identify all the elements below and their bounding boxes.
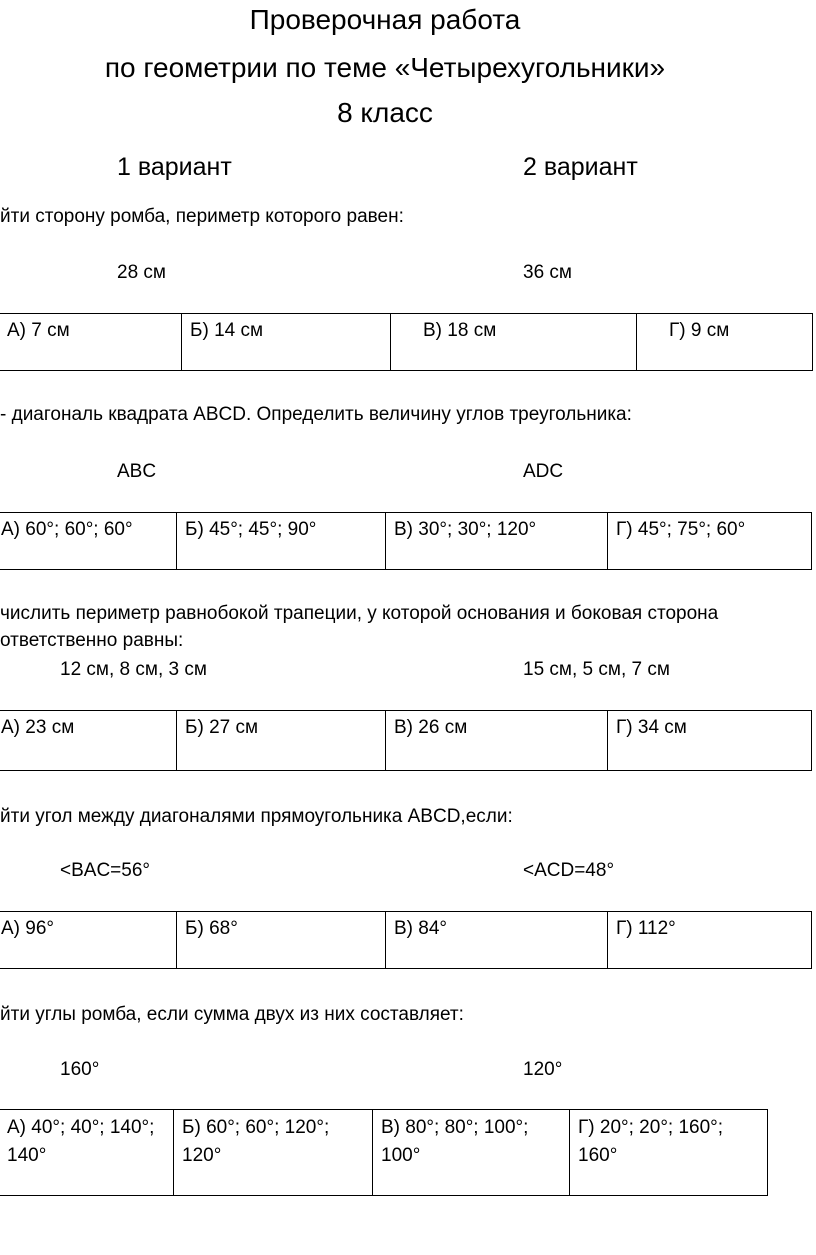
question-1-answers-table xyxy=(0,313,813,371)
question-2-variant-1-value: ABC xyxy=(117,461,157,482)
title-line-3: 8 класс xyxy=(337,97,433,128)
answer-option[interactable]: Г) 9 см xyxy=(637,314,813,371)
variant-1-heading: 1 вариант xyxy=(117,153,232,181)
question-3-text: числить периметр равнобокой трапеции, у которой основания и боковая сторона xyxy=(0,603,719,624)
question-1-variant-2-value: 36 см xyxy=(523,262,572,283)
answer-option[interactable]: Б) 60°; 60°; 120°; 120° xyxy=(174,1110,373,1196)
answer-option[interactable]: А) 7 см xyxy=(0,314,182,371)
title-line-2: по геометрии по теме «Четырехугольники» xyxy=(104,52,666,83)
answer-option[interactable]: Г) 20°; 20°; 160°; 160° xyxy=(570,1110,768,1196)
question-3-variant-2-value: 15 см, 5 см, 7 см xyxy=(523,659,670,680)
answer-option[interactable]: Г) 112° xyxy=(608,912,812,969)
answer-option[interactable]: А) 40°; 40°; 140°; 140° xyxy=(0,1110,174,1196)
question-5-text: йти углы ромба, если сумма двух из них составляет: xyxy=(0,1004,464,1025)
question-3-answers-table xyxy=(0,710,812,771)
answer-option[interactable]: А) 96° xyxy=(0,912,177,969)
answer-option[interactable]: В) 26 см xyxy=(386,711,608,771)
answer-option[interactable]: В) 84° xyxy=(386,912,608,969)
answer-option[interactable]: Б) 68° xyxy=(177,912,386,969)
answer-option[interactable]: Б) 14 см xyxy=(182,314,391,371)
question-4-answers-table xyxy=(0,911,812,969)
question-1-text: йти сторону ромба, периметр которого равен: xyxy=(0,206,404,227)
answer-option[interactable]: А) 23 см xyxy=(0,711,177,771)
answer-option[interactable]: В) 30°; 30°; 120° xyxy=(386,513,608,570)
question-2-text: - диагональ квадрата ABCD. Определить величину углов треугольника: xyxy=(0,404,632,425)
answer-option[interactable]: Б) 27 см xyxy=(177,711,386,771)
answer-option[interactable]: В) 80°; 80°; 100°; 100° xyxy=(373,1110,570,1196)
question-5-variant-1-value: 160° xyxy=(60,1059,100,1080)
answer-option[interactable]: Г) 45°; 75°; 60° xyxy=(608,513,812,570)
variant-2-heading: 2 вариант xyxy=(523,153,638,181)
question-3-text-line-2: ответственно равны: xyxy=(0,630,184,651)
answer-option[interactable]: Б) 45°; 45°; 90° xyxy=(177,513,386,570)
question-4-variant-2-value: <ACD=48° xyxy=(523,860,615,881)
question-2-answers-table xyxy=(0,512,812,570)
question-3-variant-1-value: 12 см, 8 см, 3 см xyxy=(60,659,207,680)
answer-option[interactable]: А) 60°; 60°; 60° xyxy=(0,513,177,570)
question-4-text: йти угол между диагоналями прямоугольника ABCD,если: xyxy=(0,806,513,827)
question-5-variant-2-value: 120° xyxy=(523,1059,563,1080)
answer-option[interactable]: В) 18 см xyxy=(391,314,637,371)
question-2-variant-2-value: ADC xyxy=(523,461,564,482)
question-1-variant-1-value: 28 см xyxy=(117,262,166,283)
answer-option[interactable]: Г) 34 см xyxy=(608,711,812,771)
title-line-1: Проверочная работа xyxy=(249,4,521,35)
question-4-variant-1-value: <BAC=56° xyxy=(60,860,150,881)
question-5-answers-table xyxy=(0,1109,768,1196)
